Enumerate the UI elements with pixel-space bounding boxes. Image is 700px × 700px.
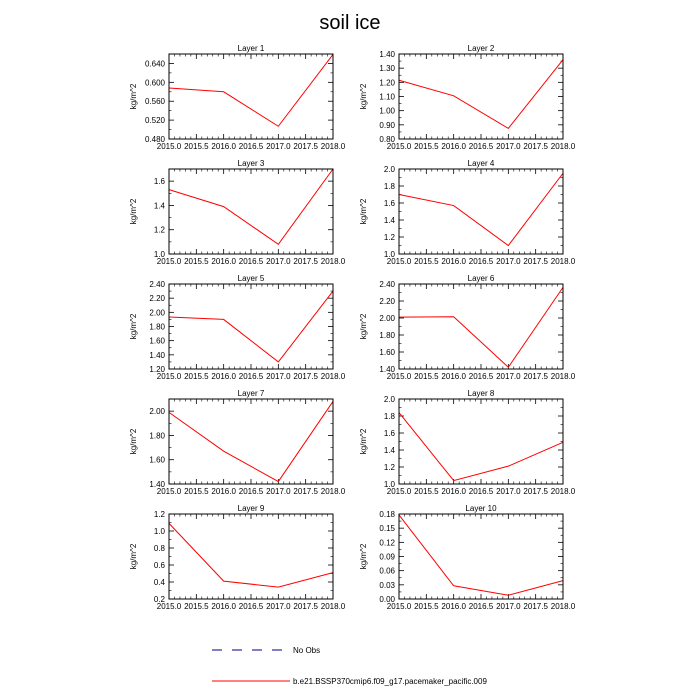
x-tick-label: 2016.0 [211, 142, 236, 151]
x-tick-label: 2015.0 [156, 257, 182, 266]
x-tick-label: 2016.0 [441, 372, 466, 381]
y-tick-label: 1.20 [379, 78, 395, 88]
y-axis-label: kg/m^2 [359, 83, 368, 110]
x-tick-label: 2017.5 [293, 142, 318, 151]
legend-label-no-obs: No Obs [293, 646, 321, 655]
y-axis-label: kg/m^2 [129, 198, 138, 225]
y-tick-label: 1.0 [383, 250, 395, 259]
x-tick-label: 2018.0 [550, 487, 576, 496]
y-tick-label: 0.640 [144, 59, 165, 69]
x-tick-label: 2015.0 [386, 602, 412, 611]
series-line-1 [399, 413, 563, 481]
y-tick-label: 0.560 [144, 97, 165, 107]
y-tick-label: 1.80 [149, 431, 165, 441]
x-tick-label: 2017.0 [266, 142, 291, 151]
y-tick-label: 1.80 [149, 322, 165, 332]
plot-frame [399, 284, 563, 369]
y-tick-label: 2.20 [379, 297, 395, 306]
x-tick-label: 2017.5 [293, 487, 318, 496]
panel-layer-7 [129, 389, 346, 496]
y-tick-label: 1.4 [383, 216, 395, 225]
y-tick-label: 2.40 [149, 280, 165, 289]
x-tick-label: 2015.0 [386, 142, 412, 151]
y-axis-label: kg/m^2 [129, 428, 138, 455]
y-tick-label: 0.520 [144, 116, 165, 126]
x-tick-label: 2015.0 [156, 142, 182, 151]
y-tick-label: 0.12 [379, 538, 395, 548]
x-tick-label: 2018.0 [550, 372, 576, 381]
x-tick-label: 2015.5 [184, 372, 209, 381]
x-tick-label: 2018.0 [320, 372, 346, 381]
x-tick-label: 2015.5 [184, 142, 209, 151]
y-tick-label: 2.40 [379, 280, 395, 289]
y-tick-label: 1.4 [383, 446, 395, 455]
panel-title: Layer 6 [467, 274, 495, 283]
x-tick-label: 2018.0 [550, 602, 576, 611]
y-axis-label: kg/m^2 [359, 543, 368, 570]
plot-frame [399, 514, 563, 599]
x-tick-label: 2016.5 [468, 257, 494, 266]
y-tick-label: 0.2 [153, 595, 165, 604]
x-tick-label: 2017.5 [523, 142, 548, 151]
x-tick-label: 2018.0 [550, 257, 576, 266]
panel-title: Layer 2 [467, 44, 495, 53]
y-tick-label: 0.15 [379, 524, 395, 534]
x-tick-label: 2016.5 [238, 372, 264, 381]
y-tick-label: 1.00 [379, 106, 395, 116]
series-line-1 [169, 169, 333, 244]
x-tick-label: 2016.5 [238, 142, 264, 151]
x-tick-label: 2017.0 [266, 602, 291, 611]
series-line-1 [399, 173, 563, 245]
x-tick-label: 2016.0 [441, 142, 466, 151]
plot-frame [169, 399, 333, 484]
x-tick-label: 2017.5 [293, 372, 318, 381]
chart-panels [129, 44, 576, 611]
x-tick-label: 2017.0 [266, 487, 291, 496]
y-axis-label: kg/m^2 [129, 313, 138, 340]
x-tick-label: 2016.5 [468, 487, 494, 496]
x-tick-label: 2015.0 [386, 487, 412, 496]
y-tick-label: 1.2 [383, 463, 395, 472]
y-tick-label: 1.80 [379, 331, 395, 340]
y-tick-label: 0.06 [379, 566, 395, 576]
y-tick-label: 1.2 [383, 233, 395, 242]
y-tick-label: 0.09 [379, 552, 395, 562]
panel-layer-3 [129, 159, 346, 266]
panel-layer-6 [359, 274, 576, 381]
y-tick-label: 0.600 [144, 78, 165, 88]
x-tick-label: 2016.0 [211, 257, 236, 266]
panel-layer-2 [359, 44, 576, 151]
y-tick-label: 0.4 [153, 578, 165, 587]
x-tick-label: 2016.5 [468, 372, 494, 381]
y-tick-label: 1.40 [149, 350, 165, 360]
x-tick-label: 2016.0 [441, 487, 466, 496]
panel-title: Layer 4 [467, 159, 495, 168]
y-tick-label: 1.40 [379, 365, 395, 374]
x-tick-label: 2015.5 [414, 372, 439, 381]
x-tick-label: 2016.0 [211, 602, 236, 611]
x-tick-label: 2016.0 [211, 487, 236, 496]
series-line-1 [169, 401, 333, 481]
plot-frame [399, 399, 563, 484]
series-line-1 [169, 54, 333, 126]
y-tick-label: 1.30 [379, 64, 395, 74]
x-tick-label: 2016.0 [441, 602, 466, 611]
x-tick-label: 2016.0 [441, 257, 466, 266]
y-tick-label: 2.20 [149, 294, 165, 304]
x-tick-label: 2018.0 [320, 602, 346, 611]
panel-layer-8 [359, 389, 576, 496]
y-tick-label: 1.60 [149, 336, 165, 346]
x-tick-label: 2015.0 [386, 372, 412, 381]
panel-title: Layer 5 [237, 274, 265, 283]
x-tick-label: 2015.0 [156, 602, 182, 611]
x-tick-label: 2015.5 [184, 257, 209, 266]
y-tick-label: 1.6 [383, 429, 395, 438]
x-tick-label: 2017.5 [293, 257, 318, 266]
y-axis-label: kg/m^2 [129, 543, 138, 570]
y-tick-label: 0.6 [153, 561, 165, 570]
panel-title: Layer 8 [467, 389, 495, 398]
x-tick-label: 2016.0 [211, 372, 236, 381]
x-tick-label: 2017.0 [496, 487, 521, 496]
x-tick-label: 2015.0 [156, 372, 182, 381]
x-tick-label: 2017.5 [293, 602, 318, 611]
panel-title: Layer 7 [237, 389, 265, 398]
x-tick-label: 2017.0 [266, 372, 291, 381]
y-tick-label: 1.2 [153, 225, 165, 235]
plot-frame [169, 514, 333, 599]
y-tick-label: 1.8 [383, 412, 395, 421]
y-tick-label: 0.03 [379, 580, 395, 590]
series-line-1 [399, 287, 563, 367]
panel-layer-9 [129, 504, 346, 611]
x-tick-label: 2017.5 [523, 372, 548, 381]
y-tick-label: 2.00 [149, 407, 165, 417]
y-tick-label: 2.0 [383, 395, 395, 404]
series-line-1 [399, 515, 563, 595]
y-tick-label: 0.480 [144, 135, 165, 144]
y-axis-label: kg/m^2 [129, 83, 138, 110]
x-tick-label: 2017.5 [523, 602, 548, 611]
panel-layer-1 [129, 44, 346, 151]
panel-title: Layer 3 [237, 159, 265, 168]
plot-frame [399, 54, 563, 139]
x-tick-label: 2016.5 [238, 602, 264, 611]
panel-title: Layer 1 [237, 44, 265, 53]
y-tick-label: 1.20 [149, 365, 165, 374]
y-tick-label: 0.8 [153, 544, 165, 553]
y-tick-label: 1.6 [153, 177, 165, 187]
panel-layer-4 [359, 159, 576, 266]
y-axis-label: kg/m^2 [359, 428, 368, 455]
x-tick-label: 2017.0 [496, 257, 521, 266]
x-tick-label: 2016.5 [468, 142, 494, 151]
x-tick-label: 2018.0 [550, 142, 576, 151]
x-tick-label: 2015.0 [386, 257, 412, 266]
series-line-1 [169, 523, 333, 587]
x-tick-label: 2017.0 [266, 257, 291, 266]
y-tick-label: 1.60 [379, 348, 395, 357]
x-tick-label: 2017.5 [523, 487, 548, 496]
series-line-1 [399, 60, 563, 129]
y-axis-label: kg/m^2 [359, 313, 368, 340]
y-tick-label: 1.2 [153, 510, 165, 519]
x-tick-label: 2017.0 [496, 372, 521, 381]
y-tick-label: 1.4 [153, 201, 165, 211]
y-tick-label: 0.18 [379, 510, 395, 519]
y-tick-label: 2.00 [149, 308, 165, 318]
x-tick-label: 2017.0 [496, 142, 521, 151]
x-tick-label: 2018.0 [320, 142, 346, 151]
legend [212, 646, 487, 686]
y-tick-label: 1.60 [149, 455, 165, 465]
panel-layer-5 [129, 274, 346, 381]
y-tick-label: 0.80 [379, 135, 395, 144]
x-tick-label: 2015.0 [156, 487, 182, 496]
x-tick-label: 2017.5 [523, 257, 548, 266]
x-tick-label: 2017.0 [496, 602, 521, 611]
x-tick-label: 2016.5 [468, 602, 494, 611]
y-tick-label: 1.40 [149, 480, 165, 489]
plot-frame [169, 169, 333, 254]
x-tick-label: 2016.5 [238, 257, 264, 266]
legend-label-model: b.e21.BSSP370cmip6.f09_g17.pacemaker_pacific.009 [293, 677, 487, 686]
series-line-1 [169, 291, 333, 362]
figure-title: soil ice [319, 12, 381, 34]
y-tick-label: 2.00 [379, 314, 395, 323]
y-tick-label: 2.0 [383, 165, 395, 174]
y-tick-label: 1.8 [383, 182, 395, 191]
y-tick-label: 1.10 [379, 92, 395, 102]
x-tick-label: 2015.5 [184, 602, 209, 611]
panel-title: Layer 9 [237, 504, 265, 513]
x-tick-label: 2015.5 [184, 487, 209, 496]
y-axis-label: kg/m^2 [359, 198, 368, 225]
y-tick-label: 0.90 [379, 120, 395, 130]
x-tick-label: 2015.5 [414, 142, 439, 151]
plot-frame [169, 54, 333, 139]
plot-frame [169, 284, 333, 369]
y-tick-label: 1.0 [153, 250, 165, 259]
y-tick-label: 1.0 [153, 527, 165, 536]
y-tick-label: 1.0 [383, 480, 395, 489]
x-tick-label: 2018.0 [320, 487, 346, 496]
panel-title: Layer 10 [465, 504, 497, 513]
plot-frame [399, 169, 563, 254]
y-tick-label: 1.6 [383, 199, 395, 208]
x-tick-label: 2015.5 [414, 257, 439, 266]
x-tick-label: 2018.0 [320, 257, 346, 266]
x-tick-label: 2015.5 [414, 487, 439, 496]
x-tick-label: 2015.5 [414, 602, 439, 611]
y-tick-label: 0.00 [379, 595, 395, 604]
panel-layer-10 [359, 504, 576, 611]
y-tick-label: 1.40 [379, 50, 395, 59]
x-tick-label: 2016.5 [238, 487, 264, 496]
